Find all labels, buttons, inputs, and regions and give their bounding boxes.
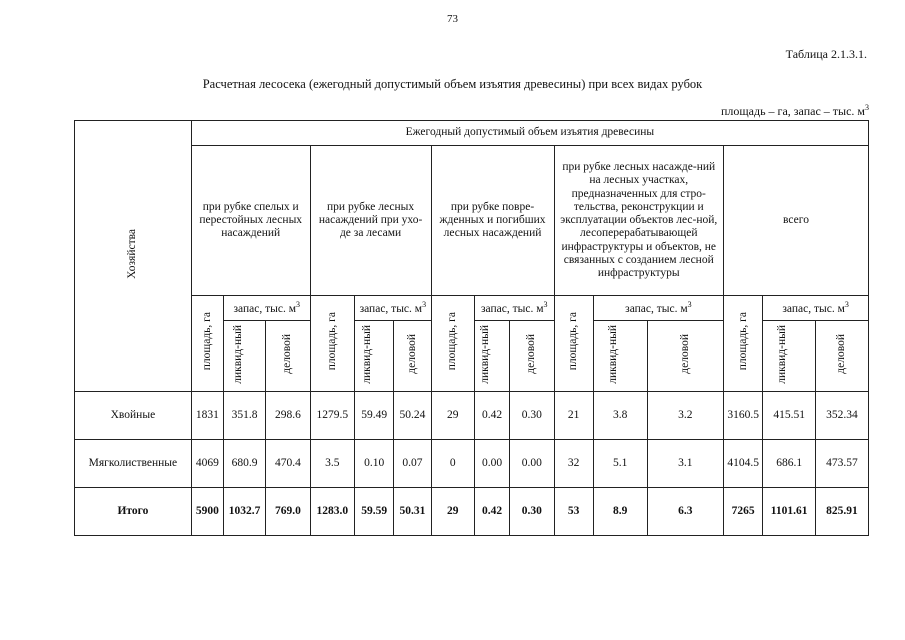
cell: 0.07 xyxy=(394,439,431,487)
farms-header-label: Хозяйства xyxy=(126,228,139,279)
business-header xyxy=(266,321,310,391)
liquid-header xyxy=(474,321,509,391)
total-cell: 0.42 xyxy=(474,487,509,535)
units-sup: 3 xyxy=(865,103,869,112)
cell: 0.30 xyxy=(510,391,554,439)
cell: 1279.5 xyxy=(310,391,354,439)
business-label: деловой xyxy=(835,334,848,374)
cell: 3.8 xyxy=(593,391,647,439)
cell: 473.57 xyxy=(815,439,868,487)
cell: 0.42 xyxy=(474,391,509,439)
business-label: деловой xyxy=(281,334,294,374)
cell: 50.24 xyxy=(394,391,431,439)
total-cell: 8.9 xyxy=(593,487,647,535)
area-header xyxy=(191,296,223,391)
area-label: площадь, га xyxy=(325,312,338,371)
liquid-header xyxy=(593,321,647,391)
farms-header xyxy=(75,121,192,392)
area-header xyxy=(310,296,354,391)
stock-label: запас, тыс. м xyxy=(625,303,688,316)
stock-sup: 3 xyxy=(543,300,548,310)
cell: 0 xyxy=(431,439,474,487)
liquid-label: ликвид-ный xyxy=(361,324,374,384)
stock-header xyxy=(593,296,723,321)
total-cell: 29 xyxy=(431,487,474,535)
cell: 1831 xyxy=(191,391,223,439)
cell: 4069 xyxy=(191,439,223,487)
table-row xyxy=(75,391,869,439)
total-cell: 1283.0 xyxy=(310,487,354,535)
area-header xyxy=(724,296,763,391)
units-text: площадь – га, запас – тыс. м xyxy=(720,104,865,118)
business-header xyxy=(394,321,431,391)
area-header xyxy=(554,296,593,391)
total-cell: 7265 xyxy=(724,487,763,535)
cell: 59.49 xyxy=(355,391,394,439)
stock-header xyxy=(474,296,554,321)
business-header xyxy=(647,321,723,391)
stock-sup: 3 xyxy=(844,300,849,310)
total-cell: 1101.61 xyxy=(763,487,816,535)
cell: 3160.5 xyxy=(724,391,763,439)
liquid-header xyxy=(355,321,394,391)
cell: 351.8 xyxy=(223,391,265,439)
row-name: Хвойные xyxy=(75,391,192,439)
liquid-label: ликвид-ный xyxy=(607,324,620,384)
stock-sup: 3 xyxy=(687,300,692,310)
group-header-total: всего xyxy=(724,146,869,296)
cell: 4104.5 xyxy=(724,439,763,487)
total-cell: 5900 xyxy=(191,487,223,535)
area-header xyxy=(431,296,474,391)
total-cell: 59.59 xyxy=(355,487,394,535)
cell: 0.10 xyxy=(355,439,394,487)
total-cell: 6.3 xyxy=(647,487,723,535)
table-row xyxy=(75,439,869,487)
harvest-table xyxy=(74,120,869,536)
total-cell: 53 xyxy=(554,487,593,535)
cell: 21 xyxy=(554,391,593,439)
cell: 680.9 xyxy=(223,439,265,487)
total-cell: 769.0 xyxy=(266,487,310,535)
annual-volume-header: Ежегодный допустимый объем изъятия древесины xyxy=(191,121,868,146)
page-number: 73 xyxy=(447,13,458,25)
cell: 415.51 xyxy=(763,391,816,439)
stock-sup: 3 xyxy=(295,300,300,310)
cell: 686.1 xyxy=(763,439,816,487)
cell: 0.00 xyxy=(510,439,554,487)
cell: 29 xyxy=(431,391,474,439)
area-label: площадь, га xyxy=(200,312,213,371)
area-label: площадь, га xyxy=(567,312,580,371)
table-number: Таблица 2.1.3.1. xyxy=(785,47,867,61)
stock-label: запас, тыс. м xyxy=(480,303,544,316)
business-header xyxy=(815,321,868,391)
cell: 3.5 xyxy=(310,439,354,487)
cell: 298.6 xyxy=(266,391,310,439)
stock-header xyxy=(355,296,431,321)
liquid-header xyxy=(223,321,265,391)
total-cell: 50.31 xyxy=(394,487,431,535)
total-row xyxy=(75,487,869,535)
liquid-header xyxy=(763,321,816,391)
group-header-construction: при рубке лесных насажде-ний на лесных участках, предназначенных для стро-тельства, реконструкции и эксплуатации объектов лес-ной, лесоперерабатывающей инфраструктуры и объектов, не связанных с созданием лесной инфраструктуры xyxy=(554,146,723,296)
liquid-label: ликвид-ный xyxy=(776,324,789,384)
cell: 0.00 xyxy=(474,439,509,487)
stock-header xyxy=(223,296,310,321)
stock-label: запас, тыс. м xyxy=(359,303,423,316)
group-header-care: при рубке лесных насаждений при ухо-де за лесами xyxy=(310,146,431,296)
business-label: деловой xyxy=(405,334,418,374)
stock-label: запас, тыс. м xyxy=(782,303,845,316)
stock-sup: 3 xyxy=(422,300,427,310)
cell: 3.1 xyxy=(647,439,723,487)
group-header-damaged: при рубке повре-жденных и погибших лесных насаждений xyxy=(431,146,554,296)
units-note xyxy=(721,103,869,119)
liquid-label: ликвид-ный xyxy=(231,324,244,384)
cell: 32 xyxy=(554,439,593,487)
row-name: Мягколиственные xyxy=(75,439,192,487)
cell: 352.34 xyxy=(815,391,868,439)
business-label: деловой xyxy=(678,334,691,374)
cell: 470.4 xyxy=(266,439,310,487)
stock-label: запас, тыс. м xyxy=(233,303,296,316)
total-cell: 825.91 xyxy=(815,487,868,535)
liquid-label: ликвид-ный xyxy=(479,324,492,384)
total-cell: 1032.7 xyxy=(223,487,265,535)
total-cell: 0.30 xyxy=(510,487,554,535)
total-label: Итого xyxy=(75,487,192,535)
business-header xyxy=(510,321,554,391)
cell: 3.2 xyxy=(647,391,723,439)
area-label: площадь, га xyxy=(736,312,749,371)
area-label: площадь, га xyxy=(446,312,459,371)
business-label: деловой xyxy=(525,334,538,374)
table-caption: Расчетная лесосека (ежегодный допустимый объем изъятия древесины) при всех видах рубок xyxy=(202,77,703,91)
cell: 5.1 xyxy=(593,439,647,487)
stock-header xyxy=(763,296,869,321)
group-header-mature: при рубке спелых и перестойных лесных насаждений xyxy=(191,146,310,296)
